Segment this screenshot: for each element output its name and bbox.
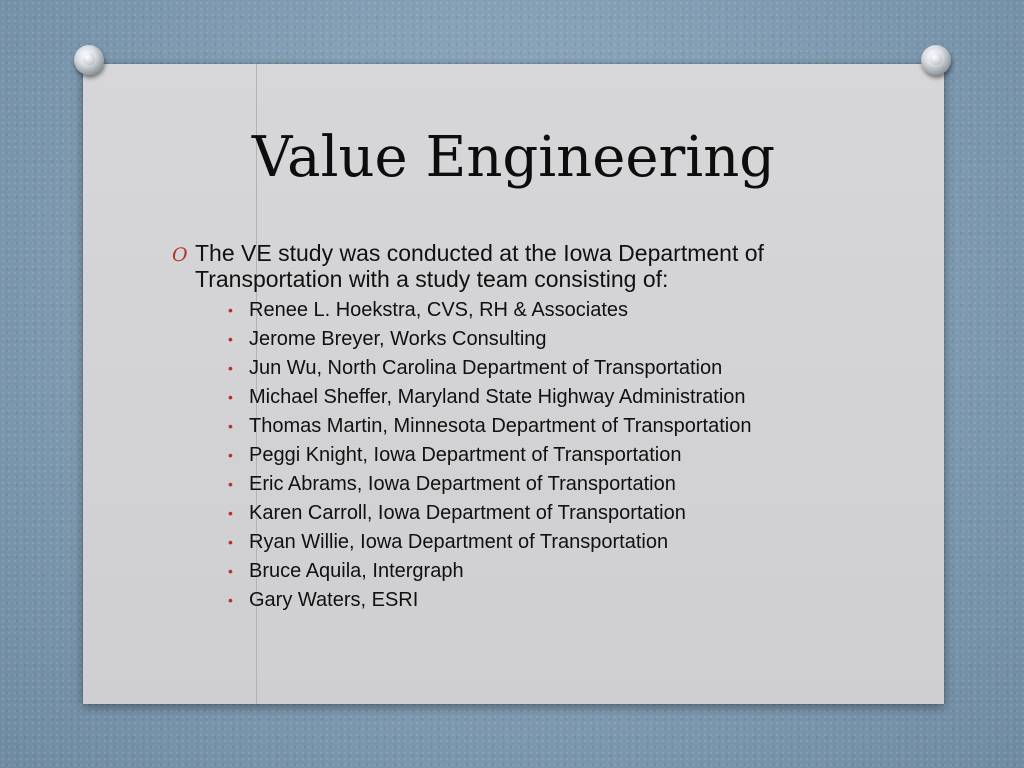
lead-text: The VE study was conducted at the Iowa Department of Transportation with a study team consisting of: [195, 240, 764, 292]
bullet-icon: • [228, 476, 233, 492]
team-member-text: Peggi Knight, Iowa Department of Transportation [249, 444, 682, 466]
lead-paragraph [170, 240, 890, 292]
bullet-icon: • [228, 360, 233, 376]
team-member [228, 528, 890, 557]
bullet-icon: • [228, 592, 233, 608]
pushpin-icon-right [921, 45, 951, 75]
team-member-text: Michael Sheffer, Maryland State Highway Administration [249, 386, 746, 408]
team-member [228, 412, 890, 441]
team-member [228, 441, 890, 470]
bullet-icon: • [228, 418, 233, 434]
team-member-text: Karen Carroll, Iowa Department of Transportation [249, 502, 686, 524]
team-member-text: Thomas Martin, Minnesota Department of Transportation [249, 415, 752, 437]
team-member [228, 383, 890, 412]
team-member-text: Jerome Breyer, Works Consulting [249, 328, 547, 350]
team-member [228, 470, 890, 499]
bullet-icon: • [228, 447, 233, 463]
team-member-text: Gary Waters, ESRI [249, 589, 419, 611]
team-member-text: Jun Wu, North Carolina Department of Transportation [249, 357, 723, 379]
slide-title: Value Engineering [251, 125, 776, 190]
team-member-text: Renee L. Hoekstra, CVS, RH & Associates [249, 299, 629, 321]
team-member [228, 586, 890, 615]
team-member-text: Ryan Willie, Iowa Department of Transportation [249, 531, 669, 553]
team-member [228, 499, 890, 528]
bullet-icon: • [228, 302, 233, 318]
bullet-icon: • [228, 505, 233, 521]
team-member-text: Bruce Aquila, Intergraph [249, 560, 464, 582]
bullet-icon: • [228, 534, 233, 550]
team-list [170, 296, 890, 615]
lead-bullet-icon: O [172, 244, 188, 266]
team-member [228, 325, 890, 354]
slide-body [170, 240, 890, 615]
team-member [228, 557, 890, 586]
team-member [228, 354, 890, 383]
bullet-icon: • [228, 389, 233, 405]
bullet-icon: • [228, 331, 233, 347]
team-member [228, 296, 890, 325]
bullet-icon: • [228, 563, 233, 579]
team-member-text: Eric Abrams, Iowa Department of Transportation [249, 473, 676, 495]
pushpin-icon-left [74, 45, 104, 75]
